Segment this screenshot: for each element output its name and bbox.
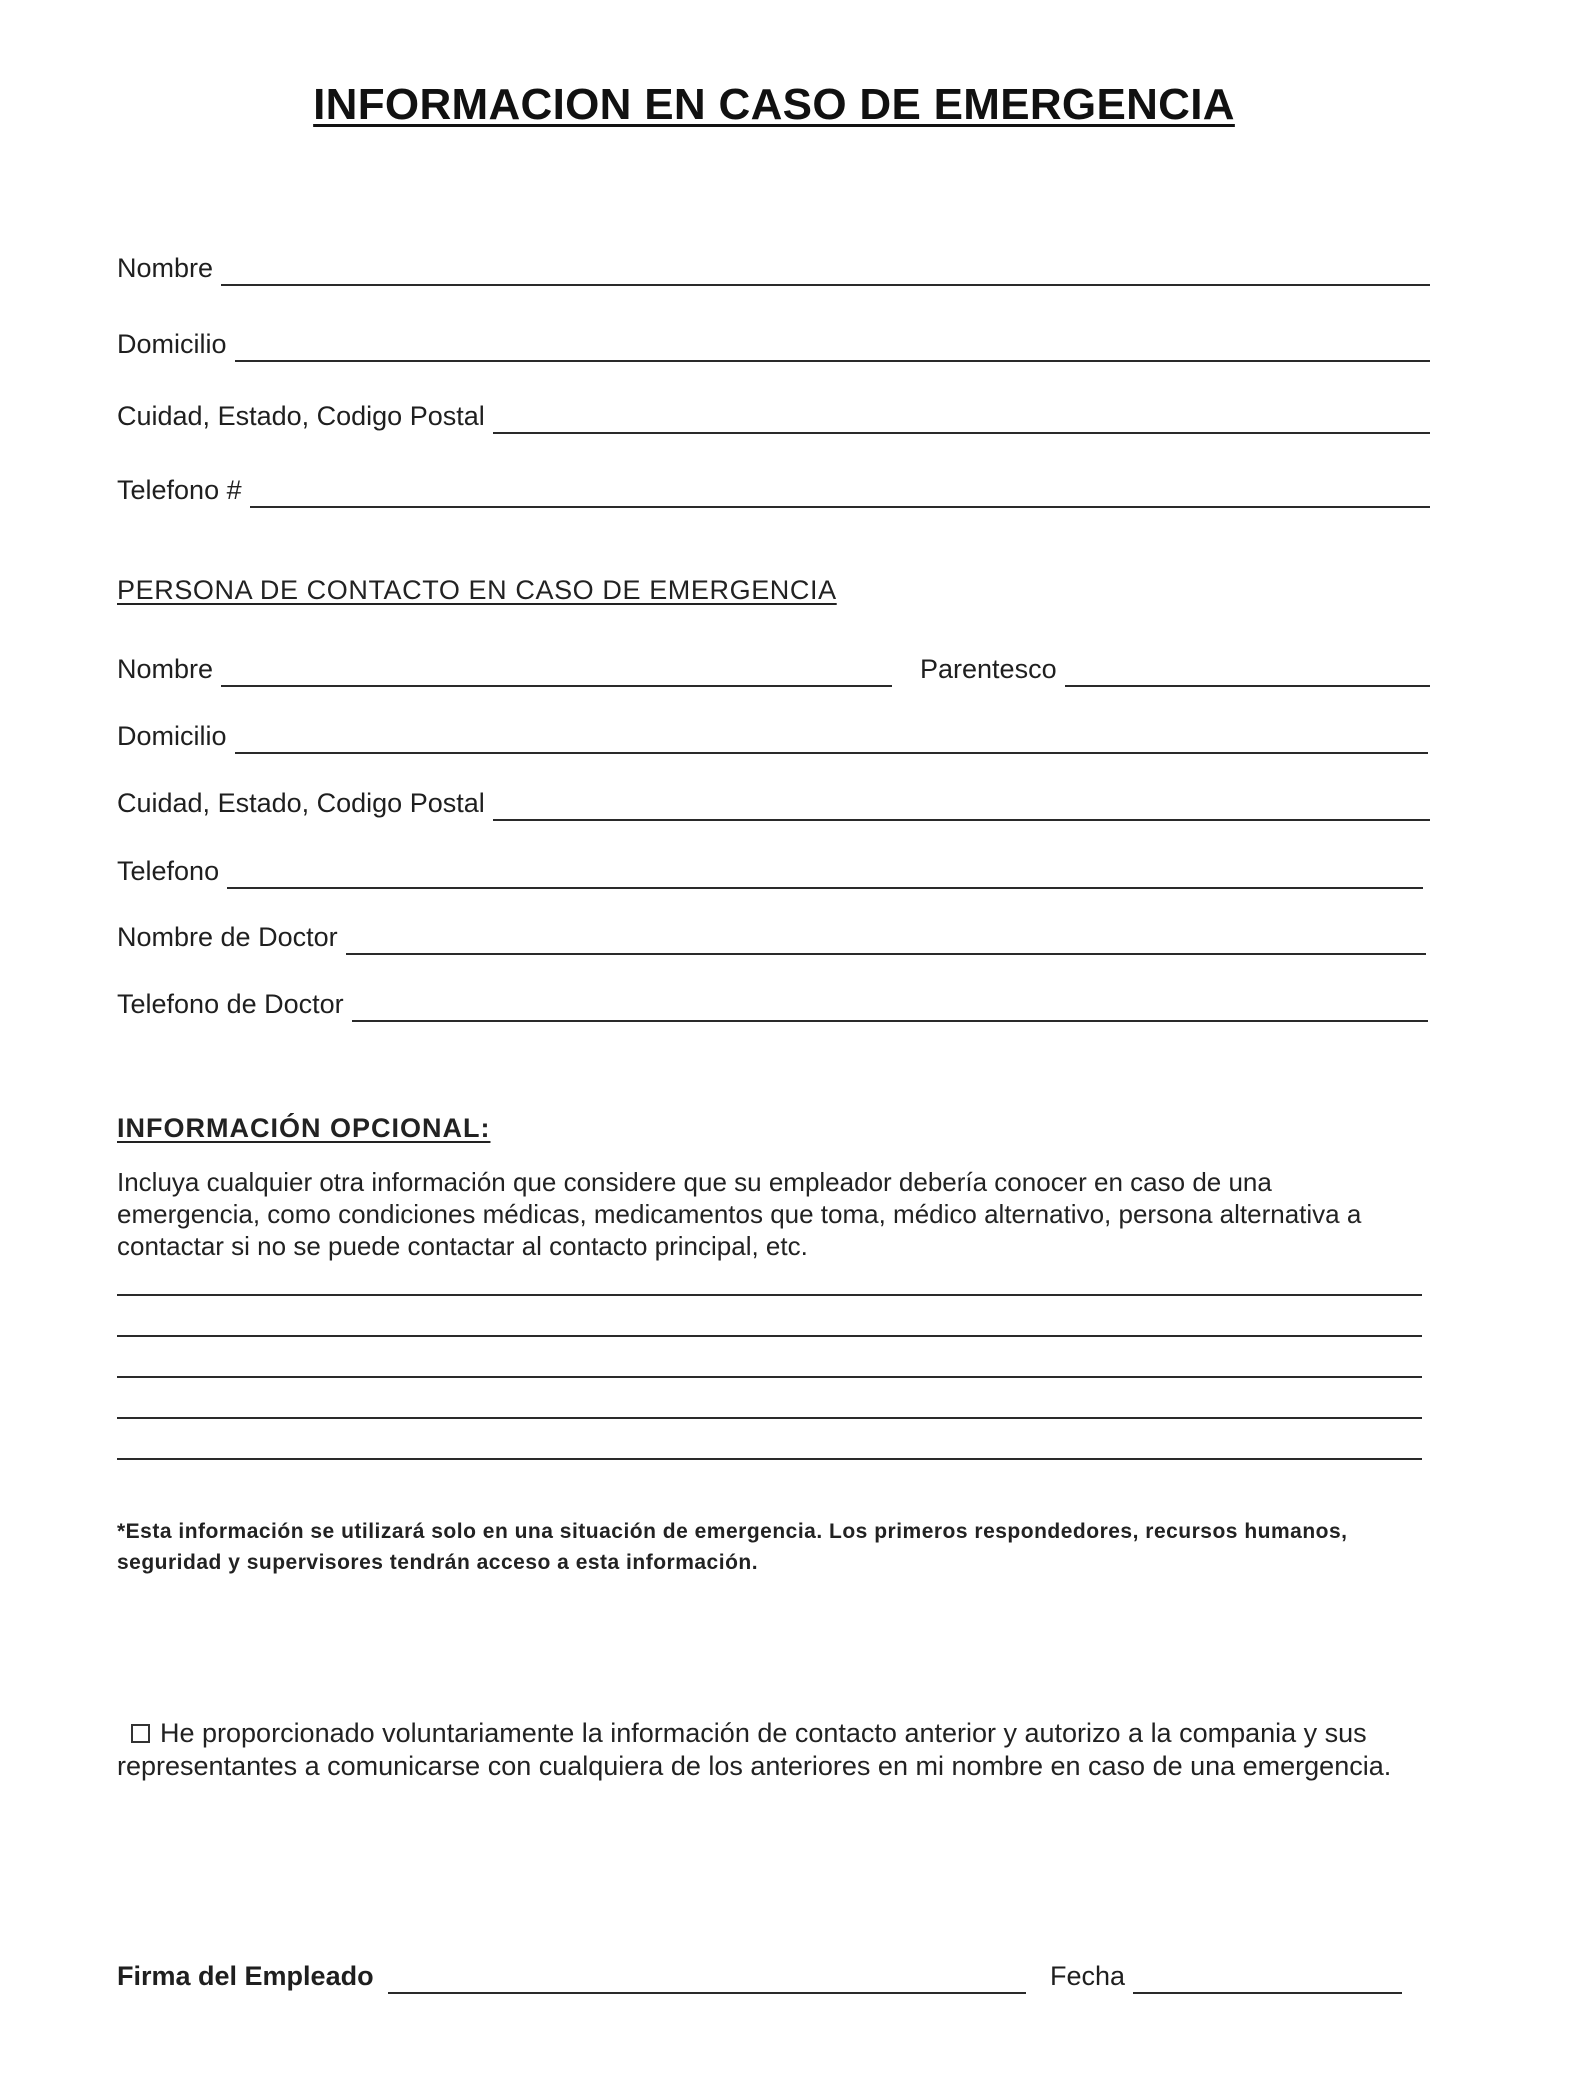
contact-city-input[interactable]	[493, 781, 1430, 819]
optional-line[interactable]	[117, 1417, 1422, 1419]
optional-line[interactable]	[117, 1294, 1422, 1296]
contact-heading: PERSONA DE CONTACTO EN CASO DE EMERGENCIA	[117, 575, 837, 605]
signature-input[interactable]	[388, 1954, 1026, 1992]
signature-label: Firma del Empleado	[117, 1961, 374, 1991]
contact-phone-label: Telefono	[117, 856, 220, 886]
contact-address-label: Domicilio	[117, 721, 227, 751]
employee-address-row	[117, 322, 1430, 362]
doctor-phone-label: Telefono de Doctor	[117, 989, 344, 1019]
consent-block	[117, 1717, 1427, 1783]
form-title: INFORMACION EN CASO DE EMERGENCIA	[313, 80, 1235, 129]
contact-city-label: Cuidad, Estado, Codigo Postal	[117, 788, 485, 818]
contact-name-input[interactable]	[221, 647, 892, 685]
date-row	[1050, 1954, 1402, 1994]
employee-phone-input[interactable]	[250, 468, 1430, 506]
optional-description: Incluya cualquier otra información que considere que su empleador debería conocer en caso de una emergencia, como condiciones médicas, medicamentos que toma, médico alternativo, persona alternativa a contactar si no se puede contactar al contacto principal, etc.	[117, 1167, 1362, 1261]
consent-checkbox[interactable]	[131, 1724, 150, 1743]
employee-city-input[interactable]	[493, 394, 1430, 432]
contact-name-label: Nombre	[117, 654, 214, 684]
employee-name-row	[117, 246, 1430, 286]
doctor-name-row	[117, 915, 1426, 955]
doctor-name-label: Nombre de Doctor	[117, 922, 338, 952]
optional-line[interactable]	[117, 1335, 1422, 1337]
contact-relationship-row	[920, 647, 1430, 687]
contact-relationship-label: Parentesco	[920, 654, 1057, 684]
contact-name-row	[117, 647, 892, 687]
contact-address-input[interactable]	[235, 714, 1428, 752]
date-label: Fecha	[1050, 1961, 1126, 1991]
contact-city-row	[117, 781, 1430, 821]
optional-heading: INFORMACIÓN OPCIONAL:	[117, 1113, 491, 1143]
employee-phone-row	[117, 468, 1430, 508]
optional-line[interactable]	[117, 1458, 1422, 1460]
employee-city-label: Cuidad, Estado, Codigo Postal	[117, 401, 485, 431]
contact-phone-input[interactable]	[227, 849, 1423, 887]
signature-row	[117, 1954, 1026, 1994]
date-input[interactable]	[1133, 1954, 1402, 1992]
doctor-phone-input[interactable]	[352, 982, 1428, 1020]
contact-phone-row	[117, 849, 1423, 889]
employee-city-row	[117, 394, 1430, 434]
optional-line[interactable]	[117, 1376, 1422, 1378]
contact-relationship-input[interactable]	[1065, 647, 1430, 685]
privacy-notice: *Esta información se utilizará solo en una situación de emergencia. Los primeros respondedores, recursos humanos, seguridad y supervisores tendrán acceso a esta información.	[117, 1520, 1348, 1574]
employee-phone-label: Telefono #	[117, 475, 242, 505]
employee-address-input[interactable]	[235, 322, 1430, 360]
contact-address-row	[117, 714, 1428, 754]
employee-name-label: Nombre	[117, 253, 214, 283]
doctor-name-input[interactable]	[346, 915, 1426, 953]
employee-address-label: Domicilio	[117, 329, 227, 359]
employee-name-input[interactable]	[221, 246, 1430, 284]
doctor-phone-row	[117, 982, 1428, 1022]
consent-text: He proporcionado voluntariamente la información de contacto anterior y autorizo a la compania y sus representantes a comunicarse con cualquiera de los anteriores en mi nombre en caso de una emergencia.	[117, 1718, 1392, 1781]
